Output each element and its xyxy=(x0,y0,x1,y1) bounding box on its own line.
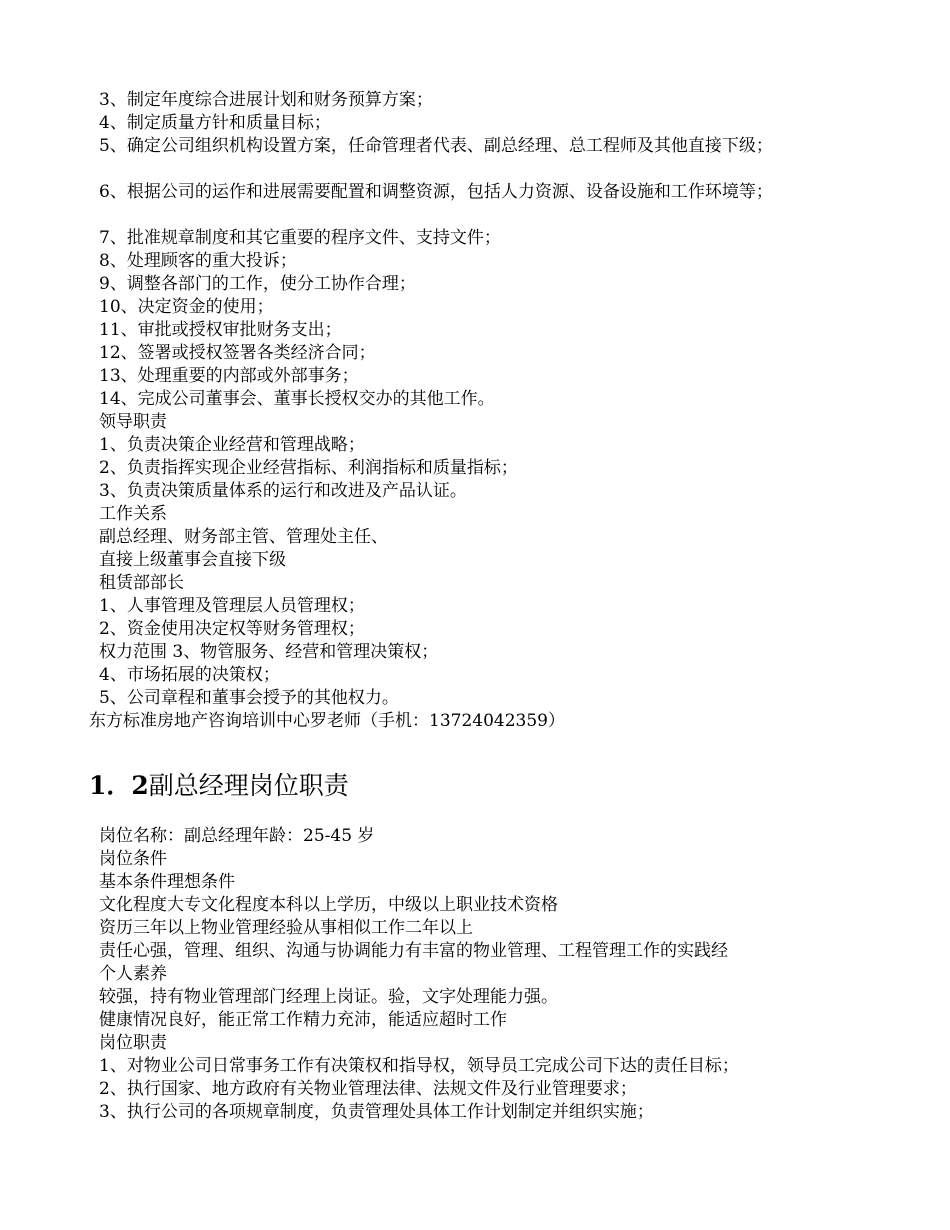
relation-line: 租赁部部长 xyxy=(99,573,184,593)
leadership-item: 1、负责决策企业经营和管理战略； xyxy=(99,435,365,455)
body-line: 岗位职责 xyxy=(99,1033,167,1053)
power-item: 4、市场拓展的决策权； xyxy=(99,665,280,685)
body-line: 岗位条件 xyxy=(99,849,167,869)
relation-title: 工作关系 xyxy=(99,504,167,524)
section-heading-number: 1．2 xyxy=(89,771,149,800)
power-item: 权力范围 3、物管服务、经营和管理决策权； xyxy=(99,642,439,662)
duty-item: 13、处理重要的内部或外部事务； xyxy=(99,366,359,386)
duty-item: 9、调整各部门的工作，使分工协作合理； xyxy=(99,274,416,294)
leadership-title: 领导职责 xyxy=(99,412,167,432)
section-heading xyxy=(89,770,349,802)
duty-item: 5、确定公司组织机构设置方案，任命管理者代表、副总经理、总工程师及其他直接下级； xyxy=(99,136,773,156)
body-line: 文化程度大专文化程度本科以上学历，中级以上职业技术资格 xyxy=(99,895,558,915)
body-line: 较强，持有物业管理部门经理上岗证。验，文字处理能力强。 xyxy=(99,987,558,1007)
duty-item: 3、制定年度综合进展计划和财务预算方案； xyxy=(99,90,433,110)
leadership-item: 2、负责指挥实现企业经营指标、利润指标和质量指标； xyxy=(99,458,518,478)
body-line: 健康情况良好，能正常工作精力充沛，能适应超时工作 xyxy=(99,1010,507,1030)
relation-line: 直接上级董事会直接下级 xyxy=(99,550,286,570)
relation-line: 副总经理、财务部主管、管理处主任、 xyxy=(99,527,388,547)
body-line: 岗位名称：副总经理年龄：25-45 岁 xyxy=(99,826,375,846)
section-heading-text: 副总经理岗位职责 xyxy=(148,771,349,800)
power-item: 1、人事管理及管理层人员管理权； xyxy=(99,596,365,616)
body-line: 基本条件理想条件 xyxy=(99,872,235,892)
leadership-item: 3、负责决策质量体系的运行和改进及产品认证。 xyxy=(99,481,467,501)
duty-item: 10、决定资金的使用； xyxy=(99,297,274,317)
duty-item: 3、执行公司的各项规章制度，负责管理处具体工作计划制定并组织实施； xyxy=(99,1102,654,1122)
duty-item: 4、制定质量方针和质量目标； xyxy=(99,113,331,133)
duty-item: 11、审批或授权审批财务支出； xyxy=(99,320,342,340)
duty-item: 2、执行国家、地方政府有关物业管理法律、法规文件及行业管理要求； xyxy=(99,1079,637,1099)
duty-item: 14、完成公司董事会、董事长授权交办的其他工作。 xyxy=(99,389,495,409)
body-line: 个人素养 xyxy=(99,964,167,984)
body-line: 责任心强，管理、组织、沟通与协调能力有丰富的物业管理、工程管理工作的实践经 xyxy=(99,941,728,961)
duty-item: 1、对物业公司日常事务工作有决策权和指导权，领导员工完成公司下达的责任目标； xyxy=(99,1056,739,1076)
power-item: 5、公司章程和董事会授予的其他权力。 xyxy=(99,688,399,708)
contact-line: 东方标准房地产咨询培训中心罗老师（手机：13724042359） xyxy=(89,711,565,731)
duty-item: 6、根据公司的运作和进展需要配置和调整资源，包括人力资源、设备设施和工作环境等； xyxy=(99,182,773,202)
duty-item: 7、批准规章制度和其它重要的程序文件、支持文件； xyxy=(99,228,501,248)
power-item: 2、资金使用决定权等财务管理权； xyxy=(99,619,365,639)
duty-item: 12、签署或授权签署各类经济合同； xyxy=(99,343,376,363)
duty-item: 8、处理顾客的重大投诉； xyxy=(99,251,297,271)
body-line: 资历三年以上物业管理经验从事相似工作二年以上 xyxy=(99,918,473,938)
